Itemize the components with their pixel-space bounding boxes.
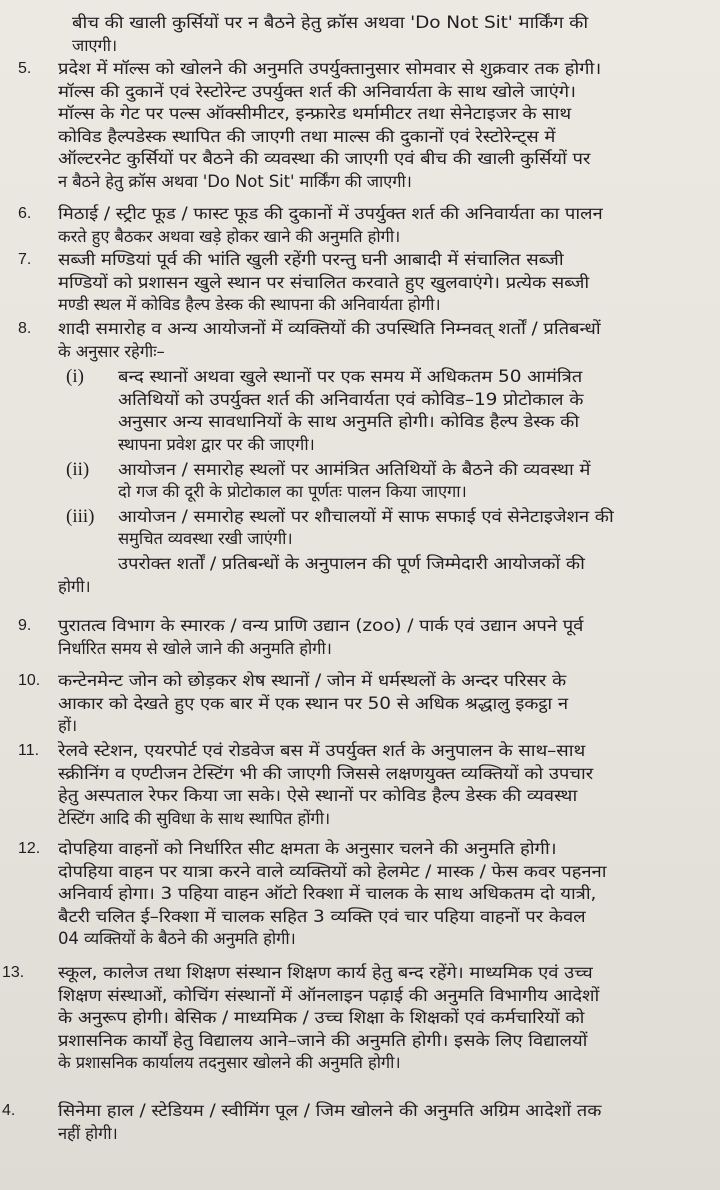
item-line: हों।: [58, 716, 78, 736]
subitem-line: बन्द स्थानों अथवा खुले स्थानों पर एक समय में अधिकतम 50 आमंत्रित: [118, 367, 583, 387]
item-number: 9.: [18, 617, 32, 634]
item-line: मॉल्स की दुकानें एवं रेस्टोरेन्ट उपर्युक्त शर्त की अनिवार्यता के साथ खोले जाएंगे।: [58, 81, 576, 101]
item-line: टेस्टिंग आदि की सुविधा के साथ स्थापित होंगी।: [58, 808, 331, 828]
item-line: के अनुसार रहेगीः–: [58, 341, 165, 361]
subitem-marker: (iii): [66, 505, 95, 527]
item-line: 04 व्यक्तियों के बैठने की अनुमति होगी।: [58, 929, 296, 949]
subitem-marker: (i): [66, 366, 84, 388]
item-line: अनिवार्य होगा। 3 पहिया वाहन ऑटो रिक्शा में चालक के साथ अधिकतम दो यात्री,: [58, 884, 597, 904]
item-line: पुरातत्व विभाग के स्मारक / वन्य प्राणि उद्यान (zoo) / पार्क एवं उद्यान अपने पूर्व: [58, 616, 584, 635]
subitem-line: दो गज की दूरी के प्रोटोकाल का पूर्णतः पालन किया जाएगा।: [118, 482, 467, 502]
item-number: 11.: [18, 742, 40, 759]
item-line: रेलवे स्टेशन, एयरपोर्ट एवं रोडवेज बस में उपर्युक्त शर्त के अनुपालन के साथ–साथ: [58, 741, 586, 760]
item-line: नहीं होगी।: [58, 1123, 118, 1143]
item-line: दोपहिया वाहनों को निर्धारित सीट क्षमता के अनुसार चलने की अनुमति होगी।: [58, 839, 557, 858]
subitem-line: आयोजन / समारोह स्थलों पर आमंत्रित अतिथियों के बैठने की व्यवस्था में: [118, 459, 591, 479]
item-line: कोविड हैल्पडेस्क स्थापित की जाएगी तथा माल्स की दुकानों एवं रेस्टोरेन्ट्स में: [58, 126, 556, 146]
item-line: स्कूल, कालेज तथा शिक्षण संस्थान शिक्षण कार्य हेतु बन्द रहेंगे। माध्यमिक एवं उच्च: [58, 963, 593, 982]
item-number: 13.: [2, 964, 25, 981]
item-line: ऑल्टरनेट कुर्सियों पर बैठने की व्यवस्था की जाएगी एवं बीच की खाली कुर्सियों पर: [58, 149, 591, 169]
item-line: सब्जी मण्डियां पूर्व की भांति खुली रहेंगी परन्तु घनी आबादी में संचालित सब्जी: [58, 250, 564, 269]
item-line: दोपहिया वाहन पर यात्रा करने वाले व्यक्तियों को हेलमेट / मास्क / फेस कवर पहनना: [58, 861, 607, 881]
item-line: कन्टेनमेन्ट जोन को छोड़कर शेष स्थानों / जोन में धर्मस्थलों के अन्दर परिसर के: [58, 671, 567, 690]
item-line: मिठाई / स्ट्रीट फूड / फास्ट फूड की दुकानों में उपर्युक्त शर्त की अनिवार्यता का पालन: [58, 204, 603, 223]
closing-line: उपरोक्त शर्तों / प्रतिबन्धों के अनुपालन की पूर्ण जिम्मेदारी आयोजकों की: [118, 554, 585, 573]
intro-line: बीच की खाली कुर्सियों पर न बैठने हेतु क्रॉस अथवा 'Do Not Sit' मार्किंग की: [72, 13, 589, 32]
item-line: निर्धारित समय से खोले जाने की अनुमति होगी।: [58, 638, 332, 658]
subitem-marker: (ii): [66, 458, 90, 480]
subitem-line: स्थापना प्रवेश द्वार पर की जाएगी।: [118, 435, 315, 454]
subitem-line: समुचित व्यवस्था रखी जाएंगी।: [118, 529, 293, 549]
item-line: के प्रशासनिक कार्यालय तदनुसार खोलने की अनुमति होगी।: [58, 1053, 401, 1073]
item-line: आकार को देखते हुए एक बार में एक स्थान पर 50 से अधिक श्रद्धालु इकट्ठा न: [58, 693, 569, 713]
subitem-line: आयोजन / समारोह स्थलों पर शौचालयों में साफ सफाई एवं सेनेटाइजेशन की: [118, 506, 614, 526]
item-line: न बैठने हेतु क्रॉस अथवा 'Do Not Sit' मार्किंग की जाएगी।: [58, 172, 412, 191]
item-line: प्रदेश में मॉल्स को खोलने की अनुमति उपर्युक्तानुसार सोमवार से शुक्रवार तक होगी।: [58, 59, 602, 78]
item-line: मॉल्स के गेट पर पल्स ऑक्सीमीटर, इन्फ्रारेड थर्मामीटर तथा सेनेटाइजर के साथ: [58, 104, 572, 124]
item-line: शादी समारोह व अन्य आयोजनों में व्यक्तियों की उपस्थिति निम्नवत् शर्तों / प्रतिबन्धों: [58, 319, 601, 338]
item-line: प्रशासनिक कार्यों हेतु विद्यालय आने–जाने की अनुमति होगी। इसके लिए विद्यालयों: [58, 1030, 588, 1050]
item-number: 6.: [18, 205, 32, 222]
subitem-line: अनुसार अन्य सावधानियों के साथ अनुमति होगी। कोविड हैल्प डेस्क की: [118, 412, 580, 432]
item-line: मण्डी स्थल में कोविड हैल्प डेस्क की स्थापना की अनिवार्यता होगी।: [58, 295, 441, 315]
item-line: स्क्रीनिंग व एण्टीजन टेस्टिंग भी की जाएगी जिससे लक्षणयुक्त व्यक्तियों को उपचार: [58, 763, 594, 783]
item-line: बैटरी चलित ई–रिक्शा में चालक सहित 3 व्यक्ति एवं चार पहिया वाहनों पर केवल: [58, 906, 586, 926]
item-number: 8.: [18, 320, 32, 337]
item-number: 12.: [18, 840, 41, 857]
item-number: 5.: [18, 60, 32, 77]
item-line: करते हुए बैठकर अथवा खड़े होकर खाने की अनुमति होगी।: [58, 226, 401, 246]
item-number: 4.: [2, 1102, 16, 1119]
item-number: 7.: [18, 251, 32, 268]
item-line: शिक्षण संस्थाओं, कोचिंग संस्थानों में ऑनलाइन पढ़ाई की अनुमति विभागीय आदेशों: [58, 985, 600, 1005]
item-line: हेतु अस्पताल रेफर किया जा सके। ऐसे स्थानों पर कोविड हैल्प डेस्क की व्यवस्था: [58, 786, 578, 806]
item-line: सिनेमा हाल / स्टेडियम / स्वीमिंग पूल / जिम खोलने की अनुमति अग्रिम आदेशों तक: [58, 1101, 602, 1120]
item-line: के अनुरूप होगी। बेसिक / माध्यमिक / उच्च शिक्षा के शिक्षकों एवं कर्मचारियों को: [58, 1008, 585, 1028]
item-line: मण्डियों को प्रशासन खुले स्थान पर संचालित करवाते हुए खुलवाएंगे। प्रत्येक सब्जी: [58, 272, 590, 292]
closing-line: होगी।: [58, 576, 91, 596]
subitem-line: अतिथियों को उपर्युक्त शर्त की अनिवार्यता एवं कोविड–19 प्रोटोकाल के: [118, 389, 584, 409]
intro-line: जाएगी।: [72, 35, 118, 55]
item-number: 10.: [18, 672, 41, 689]
